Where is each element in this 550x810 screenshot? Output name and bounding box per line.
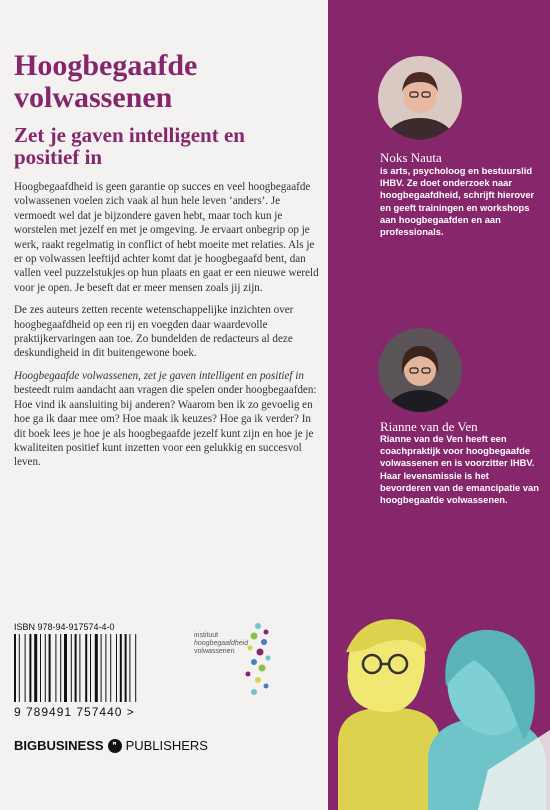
- publisher-name-part-2: PUBLISHERS: [125, 738, 208, 753]
- author-bio-2: Rianne van de Ven heeft een coachpraktijk voor hoogbegaafde volwassenen en is voorzitter IHBV. Haar levensmissie is het bevorderen van de emancipatie van hoogbegaafde volwassenen.: [380, 433, 539, 506]
- author-name-2: Rianne van de Ven: [380, 419, 478, 434]
- author-photo-rianne-van-de-ven: [378, 328, 462, 412]
- blurb-paragraph-3-rest: besteedt ruim aandacht aan vragen die spelen onder hoogbegaafden: Hoe vind ik aansluiting bij anderen? Waarom ben ik zo gevoelig en hoe ga ik daar mee om? Hoe maak ik keuzes? Hoe ga ik verder? In dit boek lees je hoe je als hoogbegaafde jezelf kunt zijn en hoe je je kwaliteiten positief kunt inzetten voor een gelukkig en succesvol leven.: [14, 384, 317, 469]
- blurb-paragraph-3: [14, 369, 320, 470]
- institute-line-1: instituut: [194, 632, 219, 639]
- institute-line-3: volwassenen: [194, 648, 235, 655]
- book-subtitle: Zet je gaven intelligent en positief in: [14, 123, 245, 169]
- quote-icon: ❞: [108, 739, 122, 753]
- blurb: [14, 180, 320, 478]
- barcode-image: [14, 634, 164, 702]
- author-name-1: Noks Nauta: [380, 150, 442, 165]
- institute-logo-dots: [236, 620, 276, 700]
- publisher-name-part-1: BIGBUSINESS: [14, 738, 104, 753]
- people-illustration: [328, 600, 550, 810]
- isbn-label: ISBN 978-94-917574-4-0: [14, 622, 115, 632]
- institute-line-2: hoogbegaafdheid: [194, 640, 249, 647]
- barcode-number: 9 789491 757440 >: [14, 705, 135, 719]
- blurb-paragraph-1: Hoogbegaafdheid is geen garantie op succes en veel hoogbegaafde volwassenen voelen zich vaak al hun hele leven ‘anders’. Je vermoedt wel dat je bijzondere gaven hebt, maar toch kun je worstelen met jezelf en met je omgeving. Je ervaart onbegrip op je werk, raakt regelmatig in conflict of hebt moeite met relaties. Als je er op volwassen leeftijd achter komt dat je hoogbegaafd bent, dan vallen veel puzzelstukjes op hun plaats en gaat er een nieuwe wereld voor je open. Je beseft dat er meer mensen zoals jij zijn.: [14, 181, 319, 294]
- book-title: Hoogbegaafde volwassenen: [14, 49, 198, 114]
- author-photo-noks-nauta: [378, 56, 462, 140]
- blurb-title-italic: Hoogbegaafde volwassenen, zet je gaven intelligent en positief in: [14, 369, 304, 382]
- author-bio-1: is arts, psycholoog en bestuurslid IHBV. Ze doet onderzoek naar hoogbegaafdheid, schrijft hierover en geeft trainingen en workshops aan hoogbegaafden en aan professionals.: [380, 165, 535, 238]
- blurb-paragraph-2: De zes auteurs zetten recente wetenschappelijke inzichten over hoogbegaafdheid op een rij en voegden daar waardevolle praktijkervaringen aan toe. Zo bundelden de redacteurs al deze deskundigheid in dit buitengewone boek.: [14, 304, 294, 360]
- publisher-logo: [14, 738, 208, 753]
